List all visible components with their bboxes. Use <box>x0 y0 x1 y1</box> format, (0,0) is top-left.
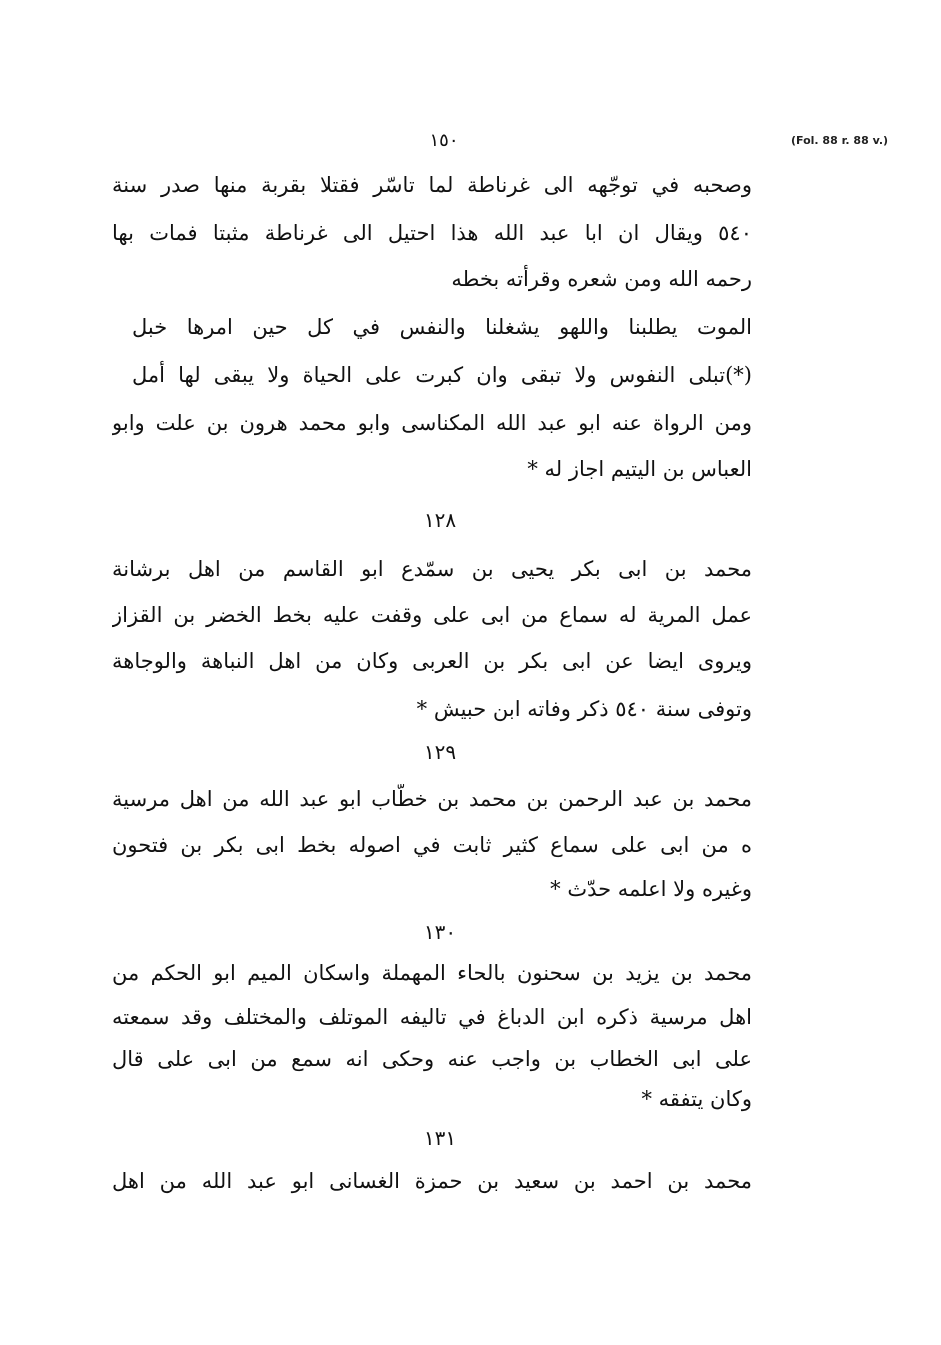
text-line: ه من ابى على سماع كثير ثابت في اصوله بخط ابى بكر بن فتحون <box>112 833 752 857</box>
text-line: العباس بن اليتيم اجاز له * <box>527 457 752 481</box>
poem-verse: (*)تبلى النفوس ولا تبقى وان كبرت على الحياة ولا يبقى لها أمل <box>132 363 752 387</box>
entry-number: ١٢٨ <box>423 508 457 532</box>
text-line: ومن الرواة عنه ابو عبد الله المكناسى وابو محمد هرون بن علت وابو <box>112 411 752 435</box>
text-line: محمد بن احمد بن سعيد بن حمزة الغسانى ابو عبد الله من اهل <box>112 1169 752 1193</box>
folio-reference: (Fol. 88 r. 88 v.) <box>791 134 889 147</box>
entry-number: ١٢٩ <box>423 740 457 764</box>
text-line: رحمه الله ومن شعره وقرأته بخطه <box>451 267 752 291</box>
page-number: ١٥٠ <box>429 130 459 151</box>
text-line: ٥٤٠ ويقال ان ابا عبد الله هذا احتيل الى غرناطة مثبتا فمات بها <box>112 221 752 245</box>
text-line: عمل المرية له سماع من ابى على وقفت عليه بخط الخضر بن القزاز <box>112 603 752 627</box>
text-line: اهل مرسية ذكره ابن الدباغ في تاليفه الموتلف والمختلف وقد سمعته <box>112 1005 752 1029</box>
text-line: وصحبه في توجّهه الى غرناطة لما تاسّر فقتلا بقربة منها صدر سنة <box>112 173 752 197</box>
poem-verse: الموت يطلبنا واللهو يشغلنا والنفس في كل حين امرها خبل <box>132 315 752 339</box>
text-line: ويروى ايضا عن ابى بكر بن العربى وكان من اهل النباهة والوجاهة <box>112 649 752 673</box>
page-header <box>112 126 889 156</box>
text-line: وتوفى سنة ٥٤٠ ذكر وفاته ابن حبيش * <box>416 697 752 721</box>
text-line: وكان يتفقه * <box>641 1087 752 1111</box>
text-line: محمد بن عبد الرحمن بن محمد بن خطّاب ابو عبد الله من اهل مرسية <box>112 787 752 811</box>
text-line: محمد بن يزيد بن سحنون بالحاء المهملة واسكان الميم ابو الحكم من <box>112 961 752 985</box>
text-line: على ابى الخطاب بن واجب عنه وحكى انه سمع من ابى على قال <box>112 1047 752 1071</box>
entry-number: ١٣١ <box>423 1126 457 1150</box>
text-line: محمد بن ابى بكر يحيى بن سمّدع ابو القاسم من اهل برشانة <box>112 557 752 581</box>
entry-number: ١٣٠ <box>423 920 457 944</box>
text-line: وغيره ولا اعلمه حدّث * <box>550 877 752 901</box>
